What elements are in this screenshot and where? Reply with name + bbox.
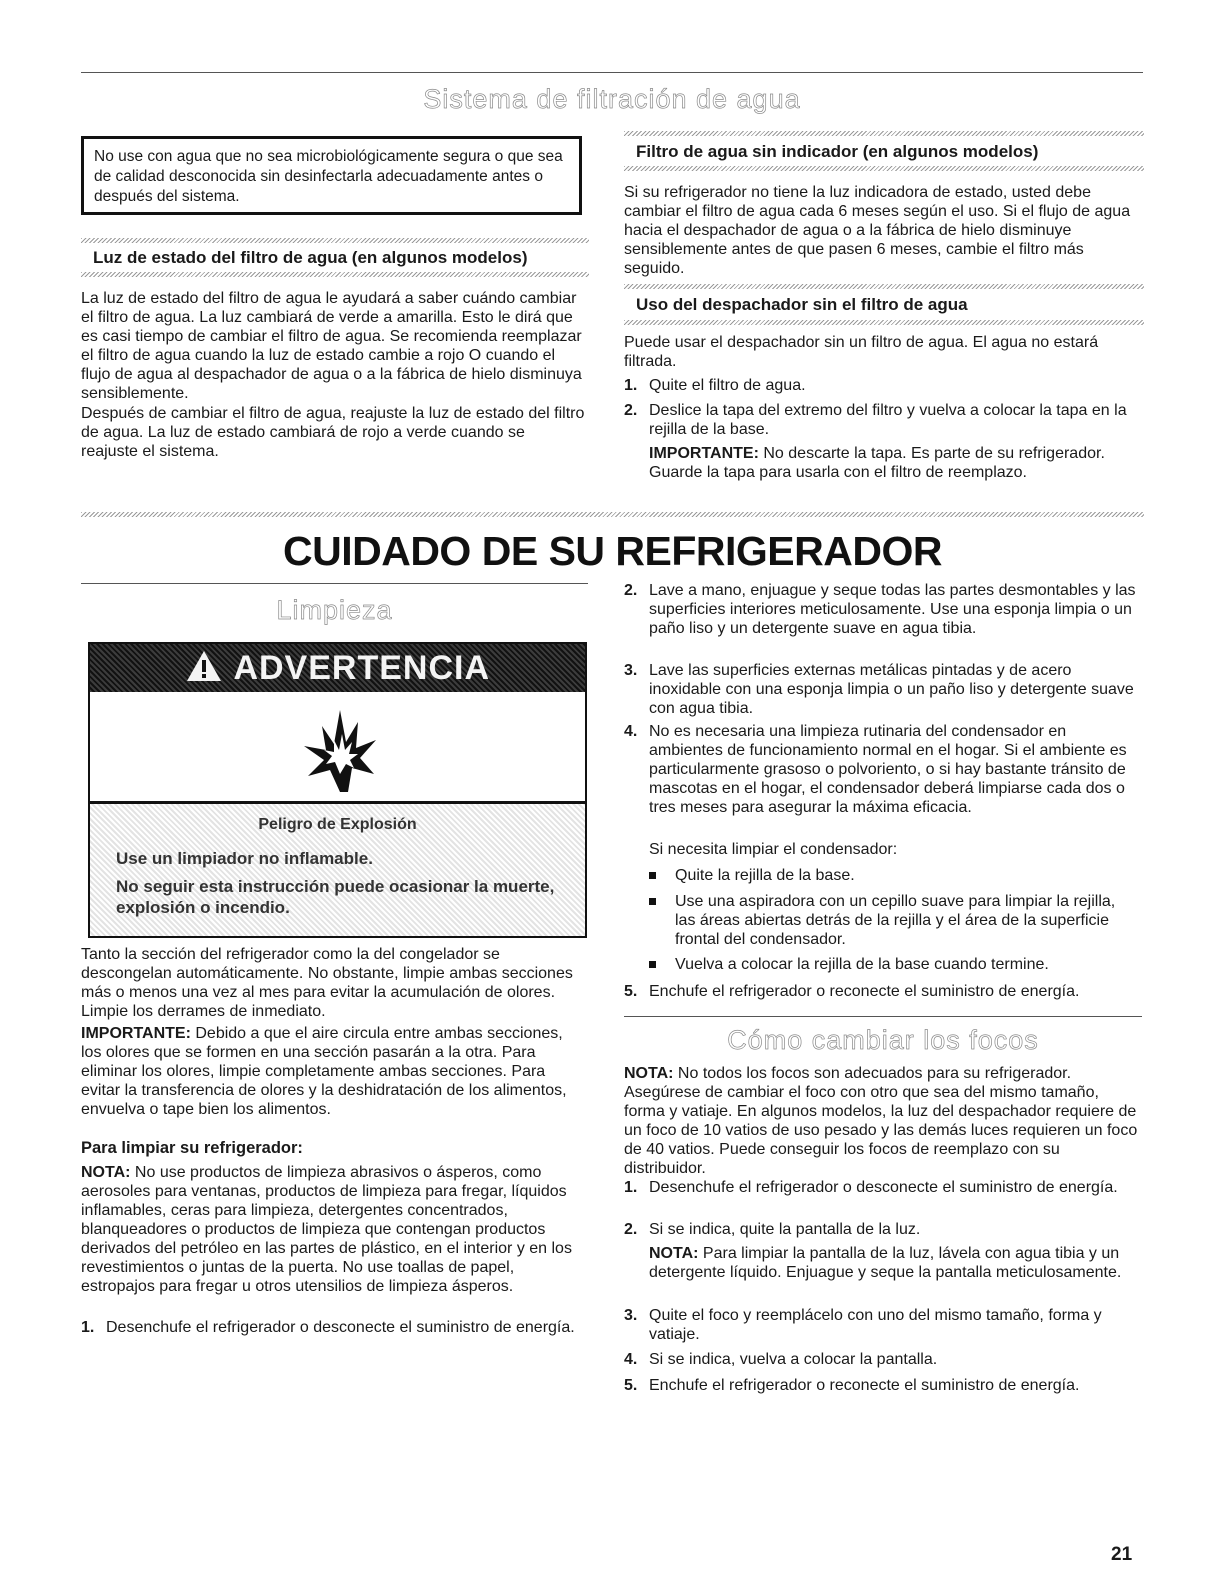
page-number: 21 xyxy=(1111,1544,1133,1565)
no-filter-heading: Uso del despachador sin el filtro de agua xyxy=(636,295,968,314)
section-rule xyxy=(624,1016,1142,1017)
explosion-icon xyxy=(300,704,380,794)
status-light-paragraph-2: Después de cambiar el filtro de agua, reajuste la luz de estado del filtro de agua. La luz de estado cambiará de rojo a verde cuando se reajuste el sistema. xyxy=(81,405,585,460)
warning-line-2: No seguir esta instrucción puede ocasionar la muerte, explosión o incendio. xyxy=(116,877,555,917)
bulbs-section-title: Cómo cambiar los focos xyxy=(727,1025,1039,1055)
cleaning-subheading: Para limpiar su refrigerador: xyxy=(81,1139,303,1157)
cleaning-nota: NOTA: No use productos de limpieza abrasivos o ásperos, como aerosoles para ventanas, productos de limpieza para fregar, líquidos inflamables, ceras para limpieza, detergentes concentrados, blanqueadores o productos de limpieza que contengan productos derivados del petróleo en las partes de plástico, en el interior y en los revestimientos o juntas de la puerta. No use toallas de papel, estropajos para fregar u otros utensilios de limpieza ásperos. xyxy=(81,1164,572,1295)
status-light-paragraph-1: La luz de estado del filtro de agua le ayudará a saber cuándo cambiar el filtro de agua. La luz cambiará de verde a amarilla. Esto le dirá que es casi tiempo de cambiar el filtro de agua. Se recomienda reemplazar el filtro de agua cuando la luz de estado cambie a rojo O cuando el flujo de agua al despachador de agua o a la fábrica de hielo disminuya sensiblemente. xyxy=(81,290,582,402)
warning-header xyxy=(90,644,585,692)
divider xyxy=(624,131,1144,136)
manual-page: Sistema de filtración de agua No use con agua que no sea microbiológicamente segura o que sea de calidad desconocida sin desinfectarla adecuadamente antes o después del sistema. Luz de estado del filtro de agua (en algunos modelos) La luz de estado del filtro de agua le ayudará a saber cuándo cambiar el filtro de agua. La luz cambiará de verde a amarilla. Esto le dirá que es casi tiempo de cambiar el filtro de agua. Se recomienda reemplazar el filtro de agua cuando la luz de estado cambie a rojo O cuando el flujo de agua al despachador de agua o a la fábrica de hielo disminuya sensiblemente. Después de cambiar el filtro de agua, reajuste la luz de estado del filtro de agua. La luz de estado cambiará de rojo a verde cuando se reajuste el sistema. Filtro de agua sin indicador (en algunos modelos) Si su refrigerador no tiene la luz indicadora de estado, usted debe cambiar el filtro de agua cada 6 meses según el uso. Si el flujo de agua hacia el despachador de agua o a la fábrica de hielo disminuye sensiblemente antes de que pasen 6 meses, cambie el filtro más seguido. Uso del despachador sin el filtro de agua Puede usar el despachador sin un filtro de agua. El agua no estará filtrada. 1. Quite el filtro de agua. 2. Deslice la tapa del extremo del filtro y vuelva a colocar la tapa en la rejilla de la base. IMPORTANTE: No descarte la tapa. Es parte de su refrigerador. Guarde la tapa para usarla con el filtro de reemplazo. CUIDADO DE SU REFRIGERADOR Limpieza ADVERTENCIA Peligro de Explosión Use un limpiador no inflamable. No seguir esta instrucción puede ocasionar la muerte, explosión o incendio. Tanto la sección del refrigerador como la del congelador se descongelan automáticamente. No obstante, limpie ambas secciones más o menos una vez al mes para evitar la acumulación de olores. Limpie los derrames de inmediato. IMPORTANTE: Debido a que el aire circula entre ambas secciones, los olores que se formen en una sección pasarán a la otra. Para eliminar los olores, limpie completamente ambas secciones. Para evitar la transferencia de olores y la deshidratación de los alimentos, envuelva o tape bien los alimentos. Para limpiar su refrigerador: NOTA: No use productos de limpieza abrasivos o ásperos, como aerosoles para ventanas, productos de limpieza para fregar, líquidos inflamables, ceras para limpieza, detergentes concentrados, blanqueadores o productos de limpieza que contengan productos derivados del petróleo en las partes de plástico, en el interior y en los revestimientos o juntas de la puerta. No use toallas de papel, estropajos para fregar u otros utensilios de limpieza ásperos. 1. Desenchufe el refrigerador o desconecte el suministro de energía. 2. Lave a mano, enjuague y seque todas las partes desmontables y las superficies interiores meticulosamente. Use una esponja limpia o un paño liso y un detergente suave en agua tibia. 3. Lave las superficies externas metálicas pintadas y de acero inoxidable con una esponja limpia o un paño liso y detergente suave con agua tibia. 4. No es necesaria una limpieza rutinaria del condensador en ambientes de funcionamiento normal en el hogar. Si el ambiente es particularmente grasoso o polvoriento, o si hay bastante tránsito de mascotas en el hogar, el condensador deberá limpiarse cada dos o tres meses para asegurar la máxima eficacia. Si necesita limpiar el condensador: Quite la rejilla de la base. Use una aspiradora con un cepillo suave para limpiar la rejilla, las áreas abiertas detrás de la rejilla y el área de la superficie frontal del condensador. Vuelva a colocar la rejilla de la base cuando termine. 5. Enchufe el refrigerador o reconecte el suministro de energía. Cómo cambiar los focos NOTA: No todos los focos son adecuados para su refrigerador. Asegúrese de cambiar el foco con otro que sea del mismo tamaño, forma y vatiaje. En algunos modelos, la luz del despachador requiere de un foco de 10 vatios de uso pesado y las demás luces requieren un foco de 40 vatios. Puede conseguir los focos de reemplazo con su distribuidor. 1. Desenchufe el refrigerador o desconecte el suministro de energía. 2. Si se indica, quite la pantalla de la luz. NOTA: Para limpiar la pantalla de la luz, lávela con agua tibia y un detergente líquido. Enjuague y seque la pantalla meticulosamente. 3. Quite el foco y reemplácelo con uno del mismo tamaño, forma y vatiaje. 4. Si se indica, vuelva a colocar la pantalla. 5. Enchufe el refrigerador o reconecte el suministro de energía. 21 xyxy=(0,0,1225,1585)
cleaning-paragraph: Tanto la sección del refrigerador como la del congelador se descongelan automáticamente. No obstante, limpie ambas secciones más o menos una vez al mes para evitar la acumulación de olores. Limpie los derrames de inmediato. xyxy=(81,946,573,1020)
warning-box xyxy=(88,642,587,938)
top-rule xyxy=(81,72,1143,73)
bulbs-nota: NOTA: No todos los focos son adecuados para su refrigerador. Asegúrese de cambiar el foco con otro que sea del mismo tamaño, forma y vatiaje. En algunos modelos, la luz del despachador requiere de un foco de 10 vatios de uso pesado y las demás luces requieren un foco de 40 vatios. Puede conseguir los focos de reemplazo con su distribuidor. xyxy=(624,1065,1138,1177)
no-filter-important: IMPORTANTE: No descarte la tapa. Es parte de su refrigerador. Guarde la tapa para usarla con el filtro de reemplazo. xyxy=(649,445,1105,481)
warning-triangle-icon xyxy=(185,649,223,688)
filtration-section-title: Sistema de filtración de agua xyxy=(423,84,801,114)
condenser-intro: Si necesita limpiar el condensador: xyxy=(649,841,898,858)
status-light-heading: Luz de estado del filtro de agua (en algunos modelos) xyxy=(93,248,528,267)
safety-notice-box xyxy=(81,136,582,215)
page-main-title: CUIDADO DE SU REFRIGERADOR xyxy=(283,528,942,574)
bulbs-sub-nota: NOTA: Para limpiar la pantalla de la luz, lávela con agua tibia y un detergente líquido. Enjuague y seque la pantalla meticulosamente. xyxy=(649,1245,1122,1281)
warning-word: ADVERTENCIA xyxy=(233,649,491,687)
no-filter-paragraph: Puede usar el despachador sin un filtro de agua. El agua no estará filtrada. xyxy=(624,334,1099,370)
section-rule xyxy=(81,583,588,584)
no-indicator-paragraph: Si su refrigerador no tiene la luz indicadora de estado, usted debe cambiar el filtro de agua cada 6 meses según el uso. Si el flujo de agua hacia el despachador de agua o a la fábrica de hielo disminuye sensiblemente antes de que pasen 6 meses, cambie el filtro más seguido. xyxy=(624,184,1131,277)
divider xyxy=(81,272,589,277)
cleaning-important: IMPORTANTE: Debido a que el aire circula entre ambas secciones, los olores que se formen en una sección pasarán a la otra. Para eliminar los olores, limpie completamente ambas secciones. Para evitar la transferencia de olores y la deshidratación de los alimentos, envuelva o tape bien los alimentos. xyxy=(81,1025,567,1118)
divider xyxy=(624,320,1144,325)
divider xyxy=(81,512,1144,517)
warning-hazard: Peligro de Explosión xyxy=(258,816,417,833)
divider xyxy=(624,166,1144,171)
divider xyxy=(81,238,589,243)
warning-line-1: Use un limpiador no inflamable. xyxy=(116,849,373,868)
divider xyxy=(624,284,1144,289)
no-indicator-heading: Filtro de agua sin indicador (en algunos modelos) xyxy=(636,142,1039,161)
cleaning-section-title: Limpieza xyxy=(276,595,393,625)
safety-notice-text: No use con agua que no sea microbiológicamente segura o que sea de calidad desconocida sin desinfectarla adecuadamente antes o después del sistema. xyxy=(94,148,563,205)
